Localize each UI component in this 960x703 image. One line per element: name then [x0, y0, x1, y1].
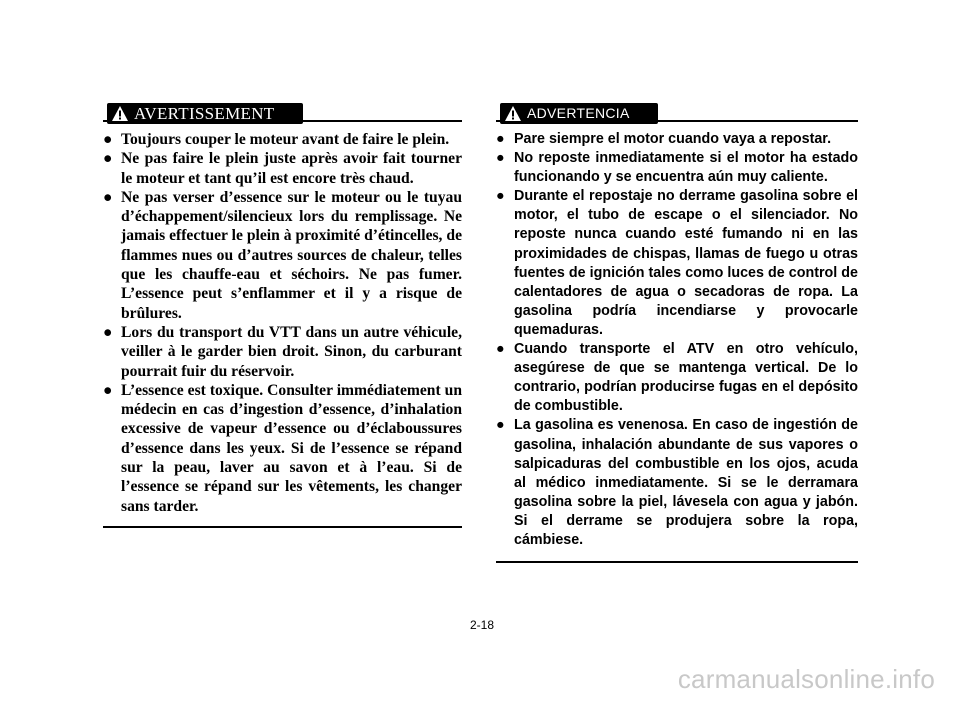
list-item	[496, 149, 858, 187]
list-item-text: Lors du transport du VTT dans un autre véhicule, veiller à le garder bien droit. Sinon, du carburant pourrait fuir du réservoir.	[121, 323, 462, 380]
list-item-text: Pare siempre el motor cuando vaya a repostar.	[514, 131, 832, 147]
list-item	[103, 188, 462, 323]
bullet-icon: ●	[496, 417, 505, 434]
list-item-text: Ne pas faire le plein juste après avoir fait tourner le moteur et tant qu’il est encore très chaud.	[121, 150, 462, 187]
list-item-text: Ne pas verser d’essence sur le moteur ou le tuyau d’échappement/silencieux lors du remplissage. Ne jamais effectuer le plein à proximité d’étincelles, de flammes nues ou d’autres sources de chaleur, telles que les chauffe-eau et séchoirs. Ne pas fumer. L’essence peut s’enflammer et il y a risque de brûlures.	[121, 188, 462, 322]
list-item-text: Toujours couper le moteur avant de faire le plein.	[121, 131, 450, 148]
bullet-icon: ●	[496, 341, 505, 358]
bullet-icon: ●	[103, 188, 113, 206]
warning-header	[496, 103, 858, 124]
section-bottom-rule	[103, 526, 462, 528]
warning-badge	[500, 103, 658, 124]
bullet-icon: ●	[103, 323, 113, 341]
page-number-text: 2-18	[469, 618, 495, 632]
bullet-icon: ●	[496, 150, 505, 167]
list-item	[103, 323, 462, 381]
section-bottom-rule	[496, 561, 858, 563]
watermark: carmanualsonline.info	[677, 664, 935, 694]
list-item-text: Durante el repostaje no derrame gasolina sobre el motor, el tubo de escape o el silenciador. No reposte nunca cuando esté fumando ni en las proximidades de chispas, llamas de fuego u otras fuentes de ignición tales como luces de control de calentadores de agua o secadoras de ropa. La gasolina podría incendiarse y provocarle quemaduras.	[514, 188, 858, 338]
warning-triangle-icon	[111, 105, 129, 122]
warning-triangle-icon	[504, 105, 522, 122]
list-item-text: No reposte inmediatamente si el motor ha estado funcionando y se encuentra aún muy caliente.	[514, 150, 858, 186]
bullet-icon: ●	[103, 150, 113, 168]
bullet-icon: ●	[103, 381, 113, 399]
list-item-text: L’essence est toxique. Consulter immédiatement un médecin en cas d’ingestion d’essence, d’inhalation excessive de vapeur d’essence ou d’éclaboussures d’essence dans les yeux. Si de l’essence se répand sur la peau, laver au savon et à l’eau. Si de l’essence se répand sur les vêtements, les changer sans tarder.	[121, 381, 462, 515]
bullet-icon: ●	[496, 188, 505, 205]
warning-section-french	[103, 103, 462, 528]
list-item-text: La gasolina es venenosa. En caso de ingestión de gasolina, inhalación abundante de sus vapores o salpicaduras del combustible en los ojos, acuda al médico inmediatamente. Si se le derramara gasolina sobre la piel, lávesela con agua y jabón. Si el derrame se produjera sobre la ropa, cámbiese.	[514, 417, 858, 548]
warning-badge	[107, 103, 303, 124]
bullet-icon: ●	[103, 131, 113, 148]
warning-section-spanish	[496, 103, 858, 563]
warning-badge-label: AVERTISSEMENT	[134, 104, 275, 123]
list-item	[103, 130, 462, 149]
page-number	[0, 618, 960, 632]
list-item	[496, 130, 858, 149]
list-item-text: Cuando transporte el ATV en otro vehículo, asegúrese de que se mantenga vertical. De lo contrario, podrían producirse fugas en el depósito de combustible.	[514, 341, 858, 415]
warning-list	[496, 130, 858, 550]
warning-header	[103, 103, 462, 124]
warning-list	[103, 130, 462, 516]
warning-badge-label: ADVERTENCIA	[527, 105, 630, 121]
list-item	[103, 381, 462, 516]
bullet-icon: ●	[496, 131, 505, 147]
list-item	[496, 416, 858, 550]
list-item	[496, 340, 858, 416]
list-item	[496, 187, 858, 340]
list-item	[103, 149, 462, 188]
